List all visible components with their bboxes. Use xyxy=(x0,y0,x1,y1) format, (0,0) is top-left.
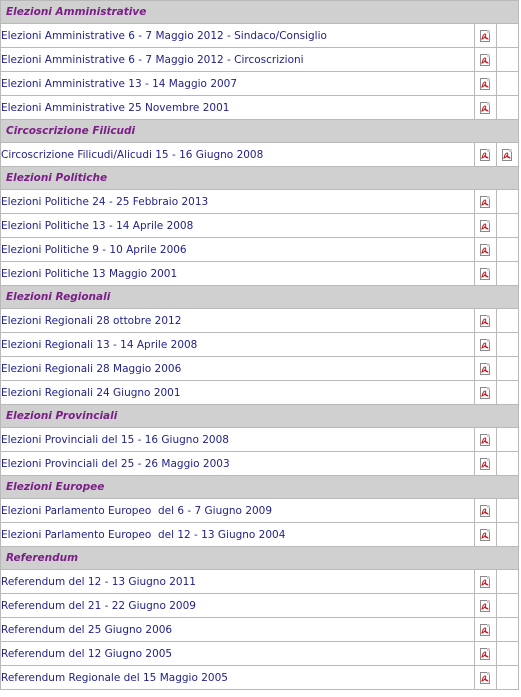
section-header xyxy=(1,120,519,143)
pdf-cell-secondary xyxy=(496,238,518,262)
table-row xyxy=(1,642,519,666)
table-row xyxy=(1,570,519,594)
table-row xyxy=(1,357,519,381)
table-row xyxy=(1,594,519,618)
election-link[interactable]: Circoscrizione Filicudi/Alicudi 15 - 16 Giugno 2008 xyxy=(1,143,475,167)
pdf-cell xyxy=(474,24,496,48)
pdf-cell-secondary xyxy=(496,309,518,333)
election-link[interactable]: Elezioni Parlamento Europeo del 6 - 7 Giugno 2009 xyxy=(1,499,475,523)
table-row xyxy=(1,143,519,167)
pdf-cell xyxy=(474,570,496,594)
table-row xyxy=(1,618,519,642)
election-link[interactable]: Elezioni Provinciali del 25 - 26 Maggio 2003 xyxy=(1,452,475,476)
election-link[interactable]: Elezioni Amministrative 13 - 14 Maggio 2007 xyxy=(1,72,475,96)
table-row xyxy=(1,24,519,48)
pdf-cell xyxy=(474,309,496,333)
pdf-file-icon[interactable] xyxy=(480,458,491,471)
election-link[interactable]: Elezioni Amministrative 6 - 7 Maggio 2012 - Circoscrizioni xyxy=(1,48,475,72)
section-title: Elezioni Amministrative xyxy=(1,1,519,24)
pdf-cell-secondary xyxy=(496,262,518,286)
election-link[interactable]: Referendum del 25 Giugno 2006 xyxy=(1,618,475,642)
pdf-cell-secondary xyxy=(496,190,518,214)
section-header xyxy=(1,167,519,190)
table-row xyxy=(1,666,519,690)
election-link[interactable]: Elezioni Politiche 13 Maggio 2001 xyxy=(1,262,475,286)
section-title: Referendum xyxy=(1,547,519,570)
pdf-file-icon[interactable] xyxy=(480,30,491,43)
pdf-cell xyxy=(474,642,496,666)
pdf-cell-secondary xyxy=(496,381,518,405)
election-link[interactable]: Elezioni Regionali 28 Maggio 2006 xyxy=(1,357,475,381)
pdf-file-icon[interactable] xyxy=(480,339,491,352)
section-title: Elezioni Provinciali xyxy=(1,405,519,428)
election-link[interactable]: Elezioni Politiche 13 - 14 Aprile 2008 xyxy=(1,214,475,238)
section-header xyxy=(1,547,519,570)
pdf-cell-secondary xyxy=(496,452,518,476)
pdf-cell xyxy=(474,357,496,381)
pdf-file-icon[interactable] xyxy=(480,78,491,91)
election-link[interactable]: Elezioni Politiche 9 - 10 Aprile 2006 xyxy=(1,238,475,262)
pdf-cell xyxy=(474,333,496,357)
pdf-cell xyxy=(474,48,496,72)
pdf-cell xyxy=(474,523,496,547)
pdf-cell-secondary xyxy=(496,214,518,238)
pdf-file-icon[interactable] xyxy=(480,505,491,518)
pdf-cell xyxy=(474,452,496,476)
section-title: Elezioni Regionali xyxy=(1,286,519,309)
pdf-file-icon[interactable] xyxy=(480,149,491,162)
table-row xyxy=(1,72,519,96)
table-row xyxy=(1,381,519,405)
pdf-file-icon[interactable] xyxy=(480,672,491,685)
pdf-file-icon[interactable] xyxy=(480,648,491,661)
pdf-file-icon[interactable] xyxy=(480,268,491,281)
section-title: Elezioni Politiche xyxy=(1,167,519,190)
table-row xyxy=(1,333,519,357)
pdf-file-icon[interactable] xyxy=(480,315,491,328)
pdf-cell-secondary xyxy=(496,642,518,666)
table-row xyxy=(1,452,519,476)
table-row xyxy=(1,214,519,238)
table-row xyxy=(1,262,519,286)
pdf-cell-secondary xyxy=(496,333,518,357)
election-link[interactable]: Referendum del 12 Giugno 2005 xyxy=(1,642,475,666)
pdf-file-icon[interactable] xyxy=(480,624,491,637)
pdf-cell xyxy=(474,594,496,618)
table-row xyxy=(1,238,519,262)
election-link[interactable]: Elezioni Regionali 24 Giugno 2001 xyxy=(1,381,475,405)
table-row xyxy=(1,428,519,452)
pdf-cell xyxy=(474,143,496,167)
election-link[interactable]: Referendum Regionale del 15 Maggio 2005 xyxy=(1,666,475,690)
election-link[interactable]: Elezioni Provinciali del 15 - 16 Giugno 2008 xyxy=(1,428,475,452)
pdf-cell-secondary xyxy=(496,570,518,594)
pdf-cell-secondary xyxy=(496,618,518,642)
pdf-cell xyxy=(474,96,496,120)
pdf-cell-secondary xyxy=(496,24,518,48)
section-title: Circoscrizione Filicudi xyxy=(1,120,519,143)
pdf-cell xyxy=(474,499,496,523)
pdf-file-icon[interactable] xyxy=(480,220,491,233)
pdf-file-icon[interactable] xyxy=(480,196,491,209)
pdf-cell-secondary xyxy=(496,523,518,547)
pdf-file-icon[interactable] xyxy=(480,600,491,613)
pdf-cell-secondary xyxy=(496,72,518,96)
pdf-cell xyxy=(474,262,496,286)
section-header xyxy=(1,1,519,24)
pdf-cell-secondary xyxy=(496,594,518,618)
pdf-file-icon[interactable] xyxy=(480,54,491,67)
pdf-cell xyxy=(474,72,496,96)
election-link[interactable]: Elezioni Regionali 13 - 14 Aprile 2008 xyxy=(1,333,475,357)
pdf-file-icon[interactable] xyxy=(480,244,491,257)
table-row xyxy=(1,190,519,214)
table-row xyxy=(1,499,519,523)
election-link[interactable]: Referendum del 21 - 22 Giugno 2009 xyxy=(1,594,475,618)
pdf-cell-secondary xyxy=(496,499,518,523)
pdf-file-icon[interactable] xyxy=(480,576,491,589)
pdf-cell-secondary xyxy=(496,666,518,690)
section-header xyxy=(1,476,519,499)
pdf-cell-secondary xyxy=(496,143,518,167)
section-title: Elezioni Europee xyxy=(1,476,519,499)
pdf-cell-secondary xyxy=(496,96,518,120)
section-header xyxy=(1,405,519,428)
section-header xyxy=(1,286,519,309)
election-link[interactable]: Elezioni Amministrative 25 Novembre 2001 xyxy=(1,96,475,120)
pdf-cell xyxy=(474,666,496,690)
pdf-cell xyxy=(474,214,496,238)
pdf-cell xyxy=(474,618,496,642)
table-row xyxy=(1,309,519,333)
pdf-file-icon[interactable] xyxy=(480,434,491,447)
table-row xyxy=(1,48,519,72)
pdf-file-icon[interactable] xyxy=(480,529,491,542)
pdf-file-icon[interactable] xyxy=(480,102,491,115)
pdf-file-icon[interactable] xyxy=(502,149,513,162)
election-link[interactable]: Elezioni Amministrative 6 - 7 Maggio 2012 - Sindaco/Consiglio xyxy=(1,24,475,48)
election-link[interactable]: Elezioni Parlamento Europeo del 12 - 13 Giugno 2004 xyxy=(1,523,475,547)
pdf-cell xyxy=(474,428,496,452)
pdf-cell xyxy=(474,190,496,214)
pdf-file-icon[interactable] xyxy=(480,363,491,376)
elections-table-body xyxy=(1,1,519,690)
table-row xyxy=(1,523,519,547)
pdf-cell-secondary xyxy=(496,357,518,381)
election-link[interactable]: Referendum del 12 - 13 Giugno 2011 xyxy=(1,570,475,594)
election-link[interactable]: Elezioni Regionali 28 ottobre 2012 xyxy=(1,309,475,333)
pdf-cell-secondary xyxy=(496,48,518,72)
pdf-cell xyxy=(474,381,496,405)
pdf-cell xyxy=(474,238,496,262)
pdf-cell-secondary xyxy=(496,428,518,452)
election-link[interactable]: Elezioni Politiche 24 - 25 Febbraio 2013 xyxy=(1,190,475,214)
pdf-file-icon[interactable] xyxy=(480,387,491,400)
table-row xyxy=(1,96,519,120)
